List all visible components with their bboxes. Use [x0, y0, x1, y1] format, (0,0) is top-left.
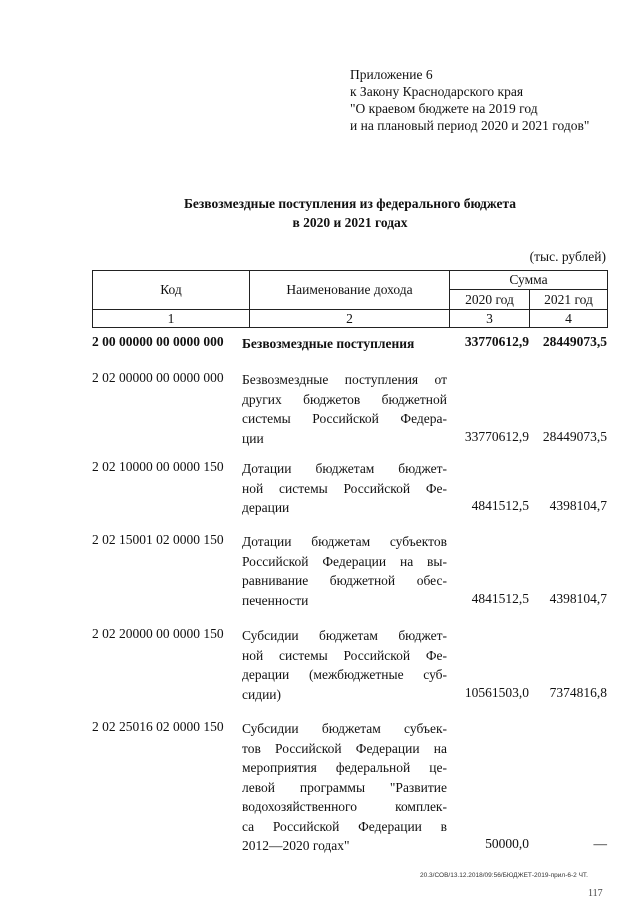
appendix-line: к Закону Краснодарского края: [350, 84, 524, 99]
income-name-line: Дотации бюджетам субъектов: [242, 534, 447, 549]
title-line: в 2020 и 2021 годах: [292, 215, 408, 230]
income-code: 2 02 10000 00 0000 150: [92, 459, 224, 474]
income-name-line: ной системы Российской Фе-: [242, 647, 447, 663]
income-name-line: мероприятия федеральной це-: [242, 760, 447, 775]
income-name-line: Субсидии бюджетам бюджет-: [242, 628, 447, 643]
income-name-line: водохозяйственного комплек-: [242, 799, 447, 814]
appendix-line: Приложение 6: [350, 67, 433, 82]
amount-2020: 10561503,0: [464, 684, 529, 700]
appendix-line: "О краевом бюджете на 2019 год: [350, 101, 538, 116]
title-line: Безвозмездные поступления из федерального бюджета: [183, 196, 517, 211]
income-name-line: 2012—2020 годах": [242, 838, 350, 853]
appendix-header: [350, 66, 589, 134]
income-name-line: ции: [242, 430, 264, 446]
income-code: 2 02 25016 02 0000 150: [92, 719, 224, 734]
amount-2020: 4841512,5: [471, 498, 529, 513]
header-code: Код: [93, 271, 250, 310]
income-name-line: левой программы "Развитие: [242, 779, 447, 795]
header-year-2021: 2021 год: [530, 290, 608, 310]
amount-2021: 4398104,7: [549, 590, 607, 606]
page-mark: 117: [588, 888, 603, 899]
column-number: 3: [450, 310, 530, 328]
amount-2021: 28449073,5: [542, 428, 607, 444]
amount-2020: 33770612,9: [464, 334, 529, 349]
income-name: [242, 626, 447, 704]
income-name-line: дерации: [242, 500, 290, 515]
income-name-line: Дотации бюджетам бюджет-: [242, 461, 447, 476]
header-name: Наименование дохода: [250, 271, 450, 310]
income-name: [242, 334, 447, 354]
table-header: [92, 270, 608, 328]
amount-2021: 4398104,7: [549, 498, 607, 513]
income-name-line: других бюджетов бюджетной: [242, 391, 447, 407]
income-name-line: са Российской Федерации в: [242, 818, 447, 834]
income-name-line: Безвозмездные поступления: [242, 336, 415, 351]
document-title: [90, 194, 610, 232]
income-name-line: Субсидии бюджетам субъек-: [242, 721, 447, 736]
income-name: [242, 459, 447, 518]
income-code: 2 02 15001 02 0000 150: [92, 532, 224, 547]
column-number: 1: [93, 310, 250, 328]
amount-2020: 50000,0: [485, 836, 529, 851]
header-year-2020: 2020 год: [450, 290, 530, 310]
header-sum: Сумма: [450, 271, 608, 290]
amount-2021: 28449073,5: [542, 334, 607, 349]
amount-2021: 7374816,8: [549, 684, 607, 700]
income-name-line: равнивание бюджетной обес-: [242, 573, 447, 588]
income-name-line: дерации (межбюджетные суб-: [242, 667, 447, 682]
column-number: 4: [530, 310, 608, 328]
income-code: 2 02 20000 00 0000 150: [92, 626, 224, 641]
income-name: [242, 370, 447, 448]
income-name-line: тов Российской Федерации на: [242, 740, 447, 756]
amount-2020: 33770612,9: [464, 428, 529, 444]
income-code: 2 02 00000 00 0000 000: [92, 370, 224, 385]
amount-2020: 4841512,5: [471, 590, 529, 606]
income-name-line: Российской Федерации на вы-: [242, 553, 447, 569]
unit-label: (тыс. рублей): [529, 249, 606, 264]
column-number: 2: [250, 310, 450, 328]
amount-2021: —: [593, 836, 607, 851]
income-name: [242, 532, 447, 610]
footer-stamp: 20.3/СОВ/13.12.2018/09:56/БЮДЖЕТ-2019-прил-6-2 ЧТ.: [420, 872, 588, 879]
income-name-line: печенности: [242, 592, 309, 608]
income-code: 2 00 00000 00 0000 000: [92, 334, 224, 349]
income-name-line: системы Российской Федера-: [242, 411, 447, 426]
income-name-line: сидии): [242, 686, 282, 702]
income-name: [242, 719, 447, 856]
income-name-line: Безвозмездные поступления от: [242, 372, 447, 387]
appendix-line: и на плановый период 2020 и 2021 годов": [350, 118, 590, 133]
income-name-line: ной системы Российской Фе-: [242, 480, 447, 496]
